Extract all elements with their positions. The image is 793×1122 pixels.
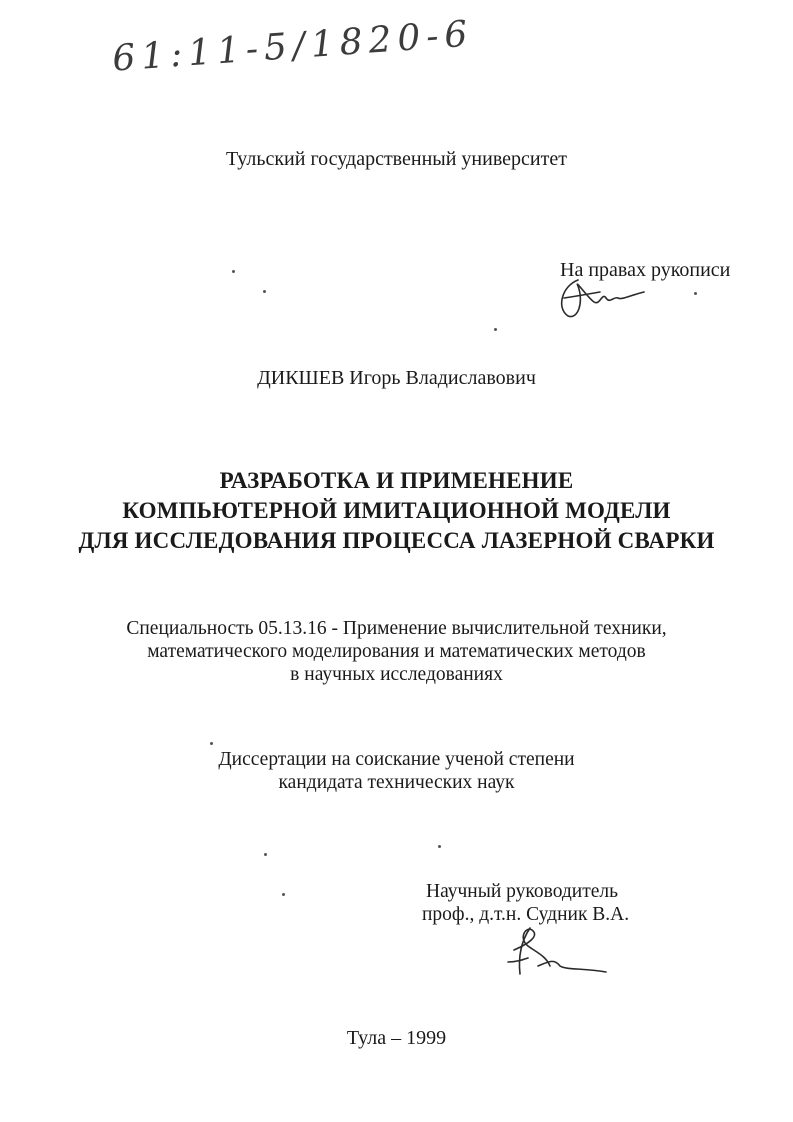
dissertation-title bbox=[0, 466, 793, 556]
title-line: РАЗРАБОТКА И ПРИМЕНЕНИЕ bbox=[219, 468, 574, 493]
scan-speck bbox=[438, 845, 441, 848]
scan-speck bbox=[494, 328, 497, 331]
scan-speck bbox=[264, 853, 267, 856]
degree-line: кандидата технических наук bbox=[278, 772, 515, 793]
title-line: ДЛЯ ИССЛЕДОВАНИЯ ПРОЦЕССА ЛАЗЕРНОЙ СВАРКИ bbox=[78, 528, 715, 553]
scan-speck bbox=[282, 893, 285, 896]
supervisor-signature bbox=[488, 922, 612, 982]
title-line: КОМПЬЮТЕРНОЙ ИМИТАЦИОННОЙ МОДЕЛИ bbox=[122, 498, 671, 523]
manuscript-rights-label: На правах рукописи bbox=[560, 259, 731, 281]
specialty-line: в научных исследованиях bbox=[290, 664, 503, 685]
degree-line: Диссертации на соискание ученой степени bbox=[218, 749, 575, 770]
scan-speck bbox=[694, 292, 697, 295]
scan-speck bbox=[232, 270, 235, 273]
specialty-line: математического моделирования и математических методов bbox=[147, 641, 646, 662]
specialty-line: Специальность 05.13.16 - Применение вычислительной техники, bbox=[126, 618, 667, 639]
supervisor-name: проф., д.т.н. Судник В.А. bbox=[422, 904, 630, 925]
scan-speck bbox=[210, 742, 213, 745]
university-name: Тульский государственный университет bbox=[226, 148, 567, 170]
author-signature bbox=[548, 272, 658, 324]
degree-statement bbox=[0, 748, 793, 794]
supervisor-label: Научный руководитель bbox=[426, 881, 619, 902]
archive-mark: 61:11-5/1820-6 bbox=[111, 13, 475, 80]
place-and-year: Тула – 1999 bbox=[346, 1027, 447, 1049]
scan-speck bbox=[263, 290, 266, 293]
author-name: ДИКШЕВ Игорь Владиславович bbox=[257, 367, 536, 389]
supervisor-block bbox=[422, 880, 630, 926]
specialty bbox=[0, 617, 793, 686]
